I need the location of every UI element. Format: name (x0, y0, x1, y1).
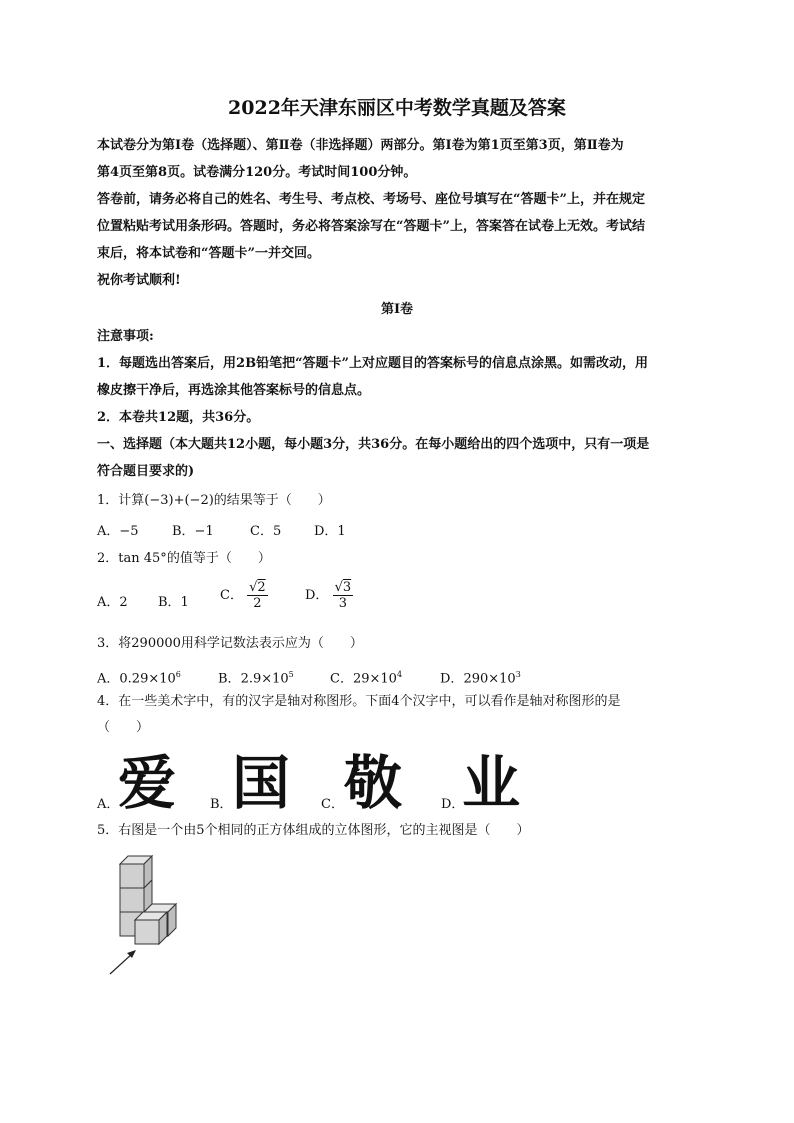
part-heading-line-1: 一、选择题（本大题共12小题，每小题3分，共36分。在每小题给出的四个选项中，只有一项是 (97, 437, 650, 452)
q2-suffix: 的值等于（ ） (166, 551, 271, 566)
section-title: 第Ⅰ卷 (380, 302, 414, 317)
q3-option-a-exponent: 6 (175, 670, 181, 679)
q4-option-c-char: 敬 (344, 749, 403, 817)
q1-option-b: B．−1 (172, 524, 214, 539)
notice-line-1: 1．每题选出答案后，用2B铅笔把“答题卡”上对应题目的答案标号的信息点涂黑。如需改动，用 (97, 356, 649, 371)
q3-option-b-exponent: 5 (288, 670, 294, 679)
q2-prefix: 2． (97, 551, 119, 566)
q1-suffix: 的结果等于（ ） (213, 493, 331, 508)
notice-line-2: 橡皮擦干净后，再选涂其他答案标号的信息点。 (97, 383, 371, 398)
intro-line-4: 位置粘贴考试用条形码。答题时，务必将答案涂写在“答题卡”上，答案答在试卷上无效。考试结 (97, 219, 645, 234)
q4-option-b-char: 国 (232, 749, 291, 817)
q4-option-c-label: C． (321, 797, 344, 812)
notice-heading: 注意事项: (97, 329, 154, 344)
intro-line-5: 束后，将本试卷和“答题卡”一并交回。 (97, 246, 320, 261)
question-2 (97, 550, 697, 568)
q4-option-a-label: A． (97, 797, 120, 812)
q2-option-d-denominator: 3 (338, 596, 347, 611)
q1-option-c: C．5 (250, 524, 282, 539)
q4-option-a-char: 爱 (118, 749, 177, 817)
question-5: 5．右图是一个由5个相同的正方体组成的立体图形，它的主视图是（ ） (97, 823, 530, 838)
intro-line-1: 本试卷分为第Ⅰ卷（选择题）、第Ⅱ卷（非选择题）两部分。第Ⅰ卷为第1页至第3页，第Ⅱ卷为 (97, 138, 624, 153)
view-direction-arrow (110, 950, 136, 974)
q2-option-c-denominator: 2 (253, 596, 262, 611)
q2-expression: tan 45° (118, 551, 167, 566)
q3-option-b-value: 2.9×10 (240, 671, 289, 687)
q3-option-d-value: 290×10 (463, 671, 516, 687)
q3-option-c-value: 29×10 (352, 671, 397, 687)
q1-option-d: D．1 (314, 524, 346, 539)
q3-option-d-exponent: 3 (515, 670, 521, 679)
q3-option-d-label: D． (440, 671, 464, 687)
intro-line-2: 第4页至第8页。试卷满分120分。考试时间100分钟。 (97, 165, 417, 180)
q2-option-b: B．1 (158, 595, 189, 610)
q2-option-d-fraction: $\frac{√3}{3}$ (334, 580, 352, 611)
page-title: 2022年天津东丽区中考数学真题及答案 (228, 97, 566, 119)
q3-option-c-exponent: 4 (396, 670, 403, 679)
cube-top (120, 856, 152, 888)
q2-option-d (305, 580, 353, 611)
part-heading-line-2: 符合题目要求的) (97, 464, 195, 479)
cube-right-front (135, 912, 167, 944)
question-4: 4．在一些美术字中，有的汉字是轴对称图形。下面4个汉字中，可以看作是轴对称图形的是 (97, 694, 621, 709)
intro-line-6: 祝你考试顺利! (97, 273, 181, 288)
q3-option-c-label: C． (330, 671, 353, 687)
q2-option-d-label: D． (305, 588, 329, 603)
q3-option-a (97, 666, 181, 688)
intro-line-3: 答卷前，请务必将自己的姓名、考生号、考点校、考场号、座位号填写在“答题卡”上，并在规定 (97, 192, 645, 207)
question-3: 3．将290000用科学记数法表示应为（ ） (97, 636, 363, 651)
q2-option-c-label: C． (220, 588, 243, 603)
q2-option-c-fraction: $\frac{√2}{2}$ (249, 580, 266, 611)
q1-prefix: 1．计算 (97, 493, 145, 508)
question-1 (97, 492, 697, 510)
q1-option-a: A．−5 (97, 524, 139, 539)
q3-option-b-label: B． (218, 671, 241, 687)
q3-option-b (218, 666, 294, 688)
q4-option-d-char: 业 (462, 749, 521, 817)
q4-option-b-label: B． (210, 797, 233, 812)
q2-option-d-numerator: 3 (342, 580, 352, 595)
q2-option-c-numerator: 2 (257, 580, 266, 595)
q1-expression: (−3)+(−2) (144, 493, 214, 508)
q3-option-a-value: 0.29×10 (119, 671, 176, 687)
notice-line-3: 2．本卷共12题，共36分。 (97, 410, 260, 425)
question-4-blank: （ ） (97, 720, 150, 735)
q3-option-d (440, 666, 521, 688)
q2-option-a: A．2 (97, 595, 128, 610)
q4-option-d-label: D． (441, 797, 465, 812)
q2-option-c (220, 580, 268, 611)
q3-option-a-label: A． (97, 671, 120, 687)
q3-option-c (330, 666, 402, 688)
cube-stack-figure (105, 852, 185, 980)
